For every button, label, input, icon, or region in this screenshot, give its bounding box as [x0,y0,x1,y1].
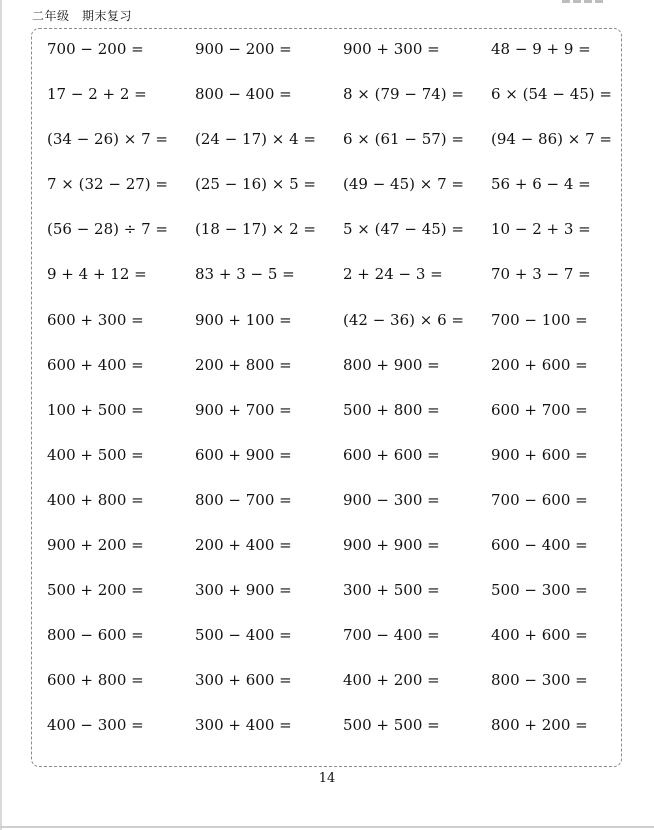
math-problem: 200 + 800 = [195,355,292,374]
math-problem: 83 + 3 − 5 = [195,265,295,284]
math-problem: 400 − 300 = [47,716,144,735]
math-problem: 10 − 2 + 3 = [491,220,591,239]
page-edge [0,0,2,830]
math-problem: 800 − 400 = [195,85,292,104]
math-problem: 9 + 4 + 12 = [47,265,147,284]
math-problem: 300 + 900 = [195,581,292,600]
cropped-header-mark [562,0,622,4]
math-problem: 400 + 500 = [47,445,144,464]
math-problem: 500 + 800 = [343,400,440,419]
math-problem: 600 − 400 = [491,536,588,555]
math-problem: 600 + 400 = [47,355,144,374]
page-number: 14 [318,771,336,786]
math-problem: 200 + 400 = [195,536,292,555]
math-problem: 500 + 200 = [47,581,144,600]
math-problem: (18 − 17) × 2 = [195,220,316,239]
math-problem: (25 − 16) × 5 = [195,175,316,194]
math-problem: 700 − 600 = [491,490,588,509]
math-problem: 200 + 600 = [491,355,588,374]
math-problem: 600 + 300 = [47,310,144,329]
math-problem: 6 × (61 − 57) = [343,130,464,149]
math-problem: 400 + 800 = [47,490,144,509]
math-problem: 900 + 100 = [195,310,292,329]
math-problem: 600 + 800 = [47,671,144,690]
math-problem: 48 − 9 + 9 = [491,40,591,58]
math-problem: 700 − 200 = [47,40,144,58]
math-problem: 5 × (47 − 45) = [343,220,464,239]
math-problem: 800 + 900 = [343,355,440,374]
math-problem: 500 − 300 = [491,581,588,600]
math-problem: 600 + 700 = [491,400,588,419]
math-problem: 300 + 600 = [195,671,292,690]
page-bottom-edge [0,826,654,828]
math-problem: 900 − 200 = [195,40,292,58]
math-problem: (42 − 36) × 6 = [343,310,464,329]
math-problem: 700 − 100 = [491,310,588,329]
math-problem: 900 + 900 = [343,536,440,555]
arithmetic-problem-grid [47,37,639,759]
math-problem: 800 + 200 = [491,716,588,735]
math-problem: (94 − 86) × 7 = [491,130,612,149]
math-problem: 500 − 400 = [195,626,292,645]
math-problem: 900 + 600 = [491,445,588,464]
math-problem: (34 − 26) × 7 = [47,130,168,149]
math-problem: 700 − 400 = [343,626,440,645]
math-problem: 900 + 300 = [343,40,440,58]
math-problem: 900 + 200 = [47,536,144,555]
math-problem: 600 + 900 = [195,445,292,464]
math-problem: 600 + 600 = [343,445,440,464]
math-problem: 800 − 700 = [195,490,292,509]
math-problem: 70 + 3 − 7 = [491,265,591,284]
math-problem: 17 − 2 + 2 = [47,85,147,104]
math-problem: 100 + 500 = [47,400,144,419]
math-problem: 900 − 300 = [343,490,440,509]
math-problem: (49 − 45) × 7 = [343,175,464,194]
math-problem: 8 × (79 − 74) = [343,85,464,104]
math-problem: 2 + 24 − 3 = [343,265,443,284]
math-problem: 800 − 300 = [491,671,588,690]
math-problem: 900 + 700 = [195,400,292,419]
math-problem: 400 + 200 = [343,671,440,690]
math-problem: 7 × (32 − 27) = [47,175,168,194]
math-problem: 56 + 6 − 4 = [491,175,591,194]
math-problem: 300 + 500 = [343,581,440,600]
math-problem: 500 + 500 = [343,716,440,735]
math-problem: 400 + 600 = [491,626,588,645]
math-problem: 300 + 400 = [195,716,292,735]
math-problem: 800 − 600 = [47,626,144,645]
math-problem: (24 − 17) × 4 = [195,130,316,149]
math-problem: 6 × (54 − 45) = [491,85,612,104]
math-problem: (56 − 28) ÷ 7 = [47,220,168,239]
page-header-title: 二年级 期末复习 [32,9,133,23]
